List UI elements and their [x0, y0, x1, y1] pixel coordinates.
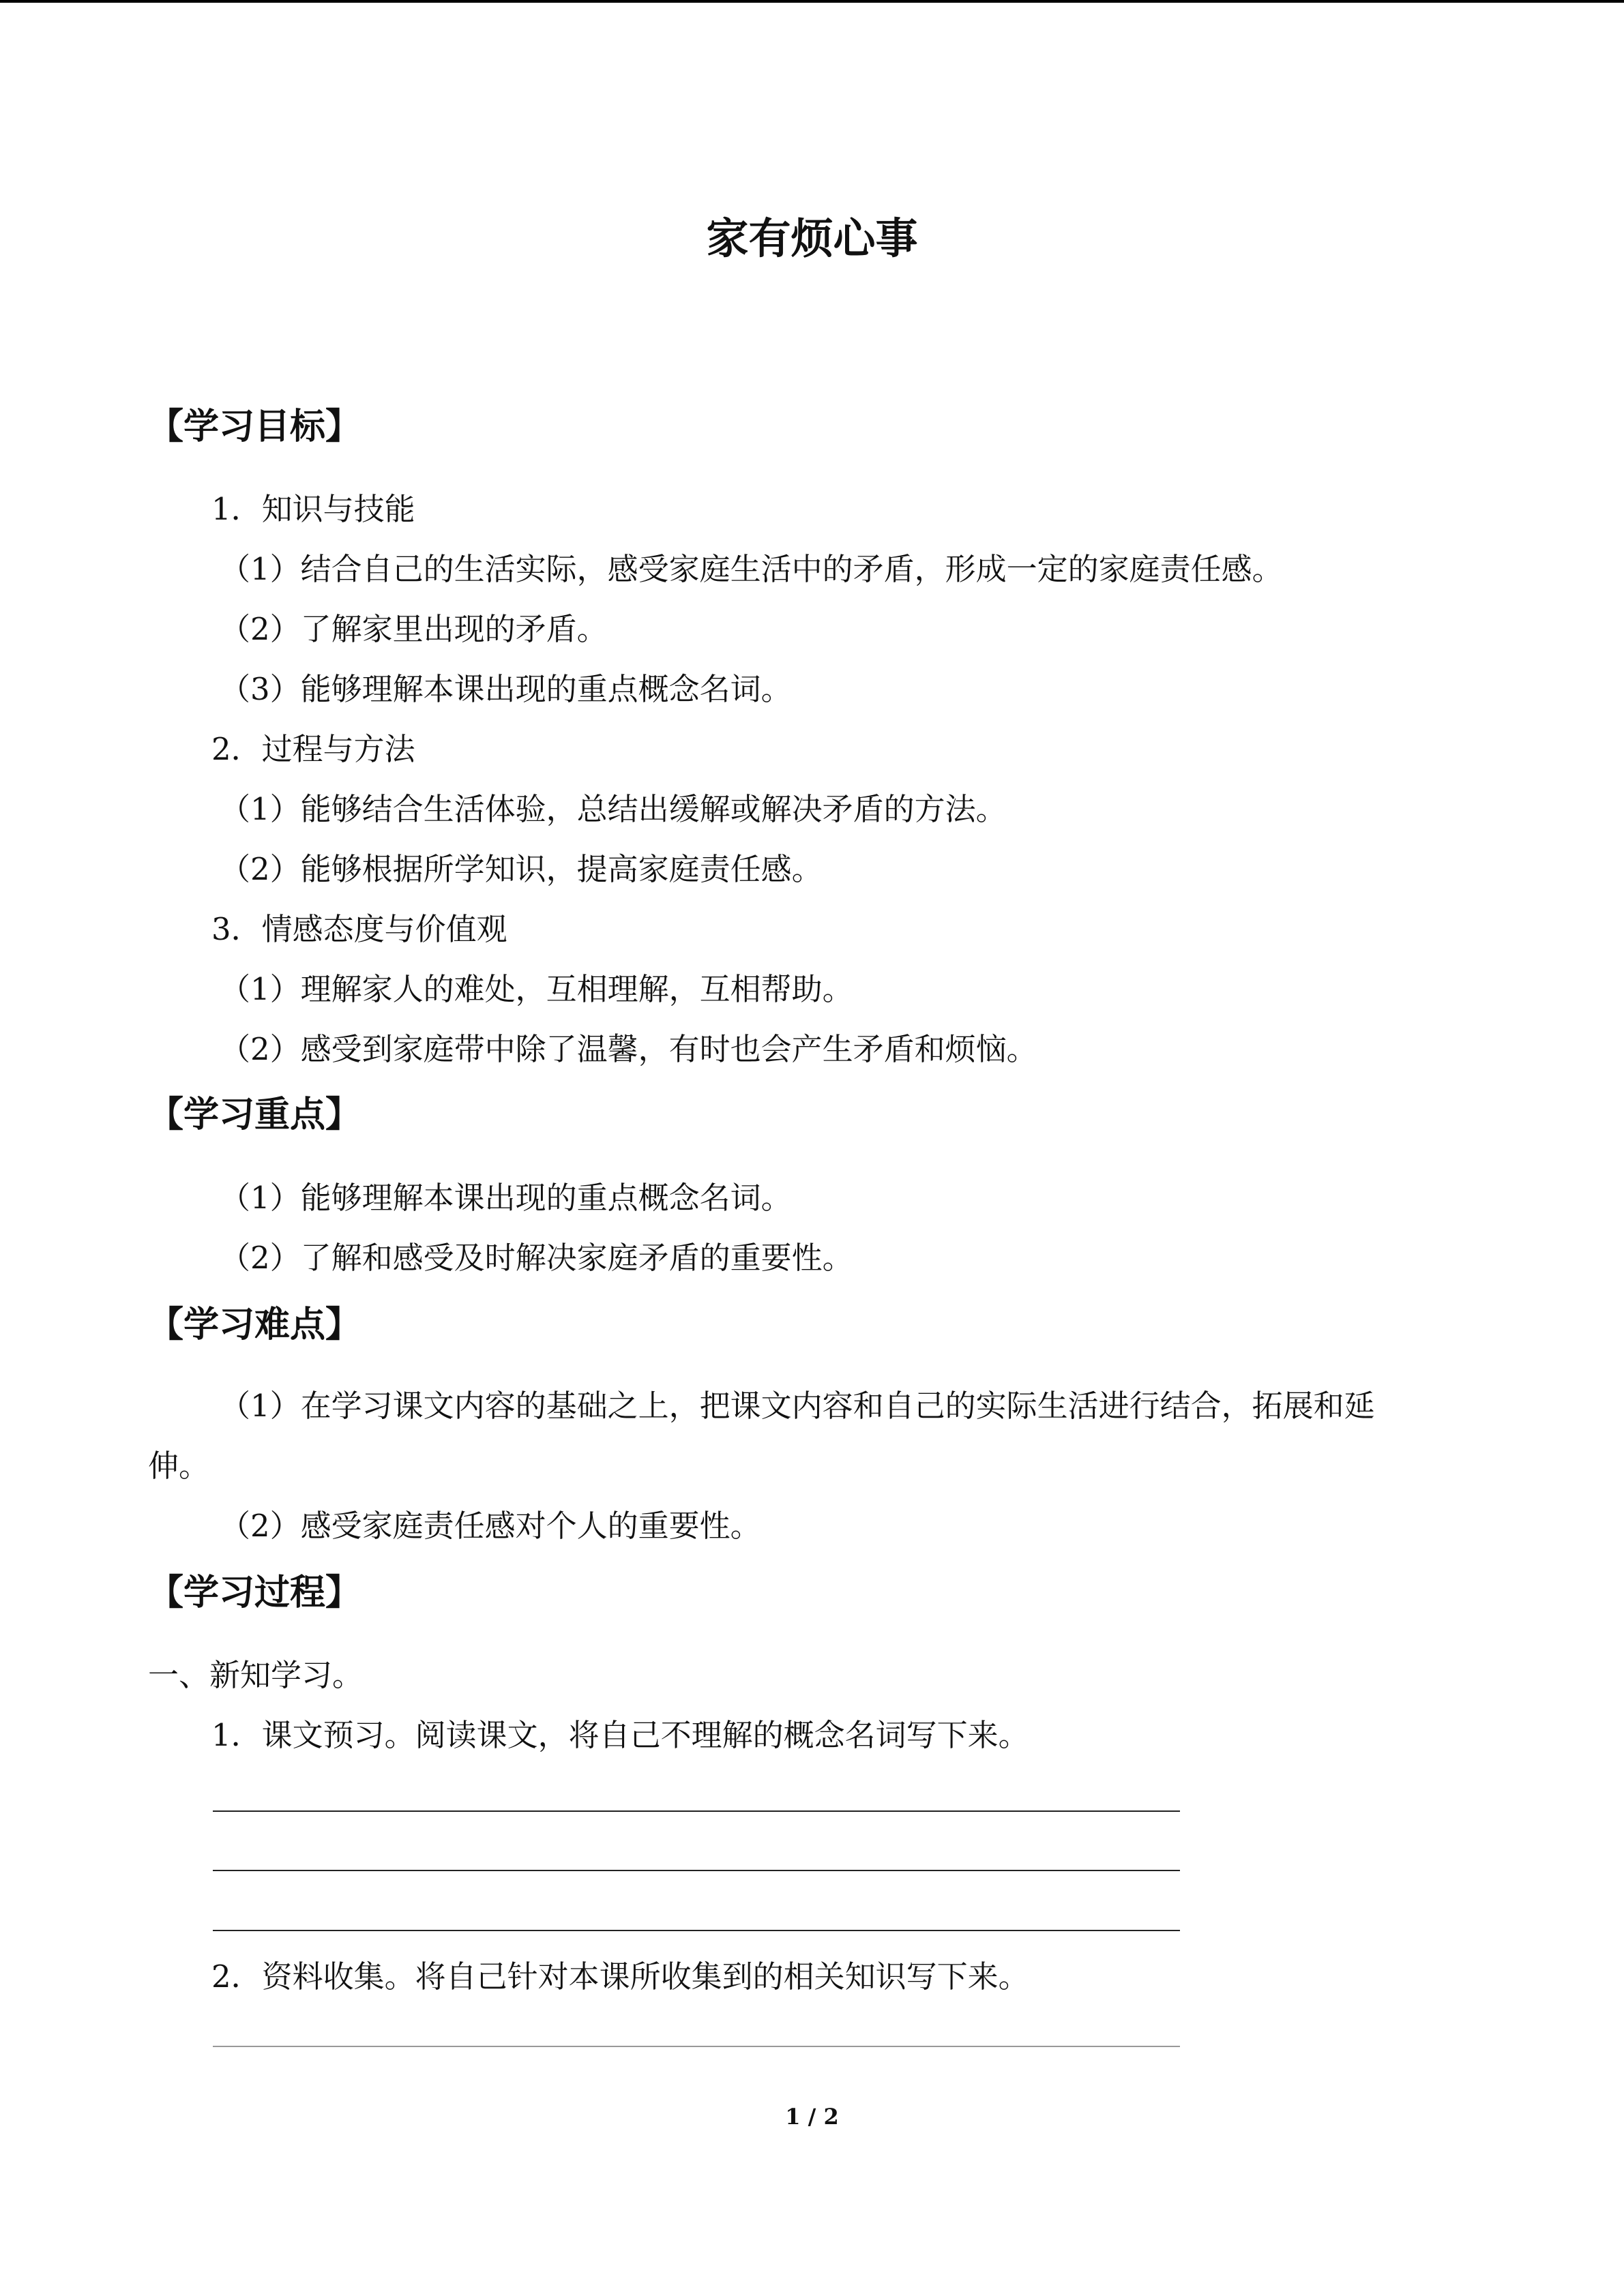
goals-sub2: 2．过程与方法	[211, 731, 415, 767]
goals-sub3: 3．情感态度与价值观	[211, 911, 507, 947]
process-task: 1．课文预习。阅读课文，将自己不理解的概念名词写下来。	[211, 1717, 1029, 1753]
goals-sub1-item: （3）能够理解本课出现的重点概念名词。	[220, 671, 792, 707]
key-point-item: （1）能够理解本课出现的重点概念名词。	[220, 1180, 792, 1216]
goals-sub1-item: （1）结合自己的生活实际，感受家庭生活中的矛盾，形成一定的家庭责任感。	[220, 551, 1283, 587]
goals-sub1: 1．知识与技能	[211, 491, 415, 527]
answer-blank-line[interactable]	[213, 2046, 1180, 2047]
answer-blank-line[interactable]	[213, 1870, 1180, 1871]
difficulty-item: （2）感受家庭责任感对个人的重要性。	[220, 1508, 761, 1544]
goals-sub1-item: （2）了解家里出现的矛盾。	[220, 611, 608, 647]
answer-blank-line[interactable]	[213, 1930, 1180, 1931]
difficulty-item-line: （1）在学习课文内容的基础之上，把课文内容和自己的实际生活进行结合，拓展和延	[220, 1388, 1375, 1424]
goals-sub3-item: （1）理解家人的难处，互相理解，互相帮助。	[220, 971, 853, 1007]
goals-sub2-item: （1）能够结合生活体验，总结出缓解或解决矛盾的方法。	[220, 791, 1007, 827]
key-point-item: （2）了解和感受及时解决家庭矛盾的重要性。	[220, 1240, 853, 1276]
section-heading-process: 【学习过程】	[148, 1572, 361, 1613]
section-heading-key-points: 【学习重点】	[148, 1094, 361, 1135]
difficulty-item-line: 伸。	[148, 1448, 210, 1484]
page-number: 1 / 2	[785, 2104, 839, 2130]
goals-sub3-item: （2）感受到家庭带中除了温馨，有时也会产生矛盾和烦恼。	[220, 1031, 1037, 1067]
page-top-border	[0, 0, 1624, 3]
goals-sub2-item: （2）能够根据所学知识，提高家庭责任感。	[220, 851, 823, 887]
process-task: 2．资料收集。将自己针对本课所收集到的相关知识写下来。	[211, 1958, 1029, 1995]
answer-blank-line[interactable]	[213, 1810, 1180, 1812]
section-heading-goals: 【学习目标】	[148, 406, 361, 447]
process-part-title: 一、新知学习。	[148, 1657, 364, 1693]
document-title: 家有烦心事	[706, 213, 918, 263]
section-heading-difficulties: 【学习难点】	[148, 1304, 361, 1345]
